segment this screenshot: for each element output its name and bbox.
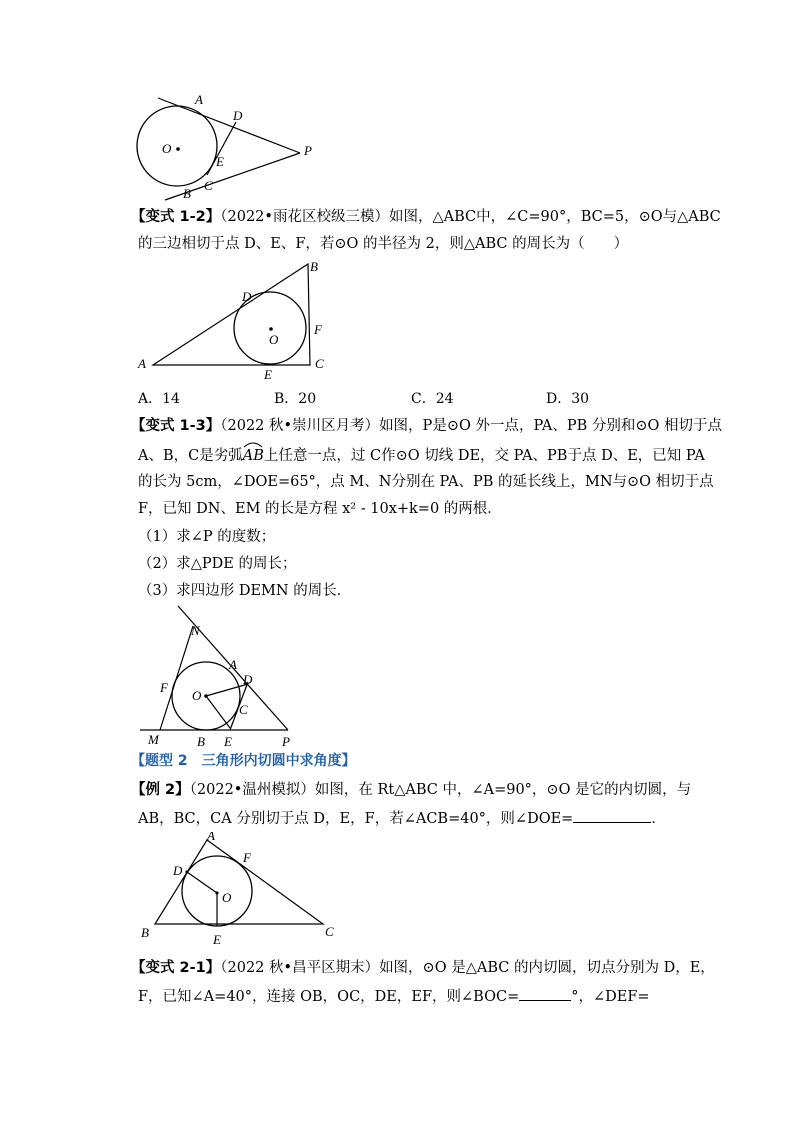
v21-source: （2022 秋•昌平区期末） [220,960,380,976]
arc-icon [243,440,263,448]
fig4-label-a: A [207,832,215,843]
v13-source: （2022 秋•崇川区月考） [220,418,380,434]
v13-tag: 【变式 1-3】 [131,418,221,434]
fig1-label-a: A [195,92,203,107]
fig3-line-od [206,684,248,696]
type2-heading: 【题型 2 三角形内切圆中求角度】 [131,753,356,769]
v13-line-1 [131,416,722,436]
fig3-label-o: O [192,688,202,703]
fig2-label-a: A [138,356,146,371]
fig1-label-p: P [304,143,312,158]
fig4-label-d: D [173,863,183,878]
figure-3-quadrilateral [138,604,308,752]
v13-line-2 [138,446,705,466]
ex2-text-2-end: ． [651,811,666,827]
fig2-label-e: E [264,367,272,382]
fig4-radii-od-oe [187,872,217,926]
fig3-label-m: M [148,732,159,747]
fig1-label-o: O [162,141,172,156]
ex2-tag: 【例 2】 [131,782,190,798]
ex2-line-2 [138,808,666,829]
fig1-center-dot [176,147,180,151]
v21-text-2: F，已知∠A=40°，连接 OB，OC，DE，EF，则∠BOC= [138,989,520,1005]
fig2-label-b: B [310,259,318,274]
v13-text-2b: 上任意一点，过 C作⊙O 切线 DE，交 PA、PB于点 D、E，已知 PA [263,448,705,464]
ex2-text-2: AB，BC，CA 分别切于点 D，E，F，若∠ACB=40°，则∠DOE= [138,811,574,827]
v12-option-c: C．24 [411,391,454,407]
v13-line-3: 的长为 5cm，∠DOE=65°，点 M、N分别在 PA、PB 的延长线上，MN与⊙O 相切于点 [138,474,714,490]
fig4-label-b: B [141,925,149,940]
ex2-text-1: 如图，在 Rt△ABC 中，∠A=90°，⊙O 是它的内切圆，与 [314,782,692,798]
fig3-label-c: C [239,702,248,717]
fig3-label-n: N [191,623,200,638]
v12-line-2: 的三边相切于点 D、E、F，若⊙O 的半径为 2，则△ABC 的周长为（ ） [138,236,629,252]
v12-text-1: 如图，△ABC中，∠C=90°，BC=5，⊙O与△ABC [388,209,721,225]
fig4-point-d [185,870,188,873]
v12-tag: 【变式 1-2】 [131,209,221,225]
fig1-label-c: C [204,178,213,193]
v21-text-2-mid: °，∠DEF= [571,989,650,1005]
v13-arc-ab [243,446,264,466]
v12-source: （2022•雨花区校级三模） [220,209,389,225]
fig4-label-c: C [325,924,334,939]
v13-text-2a: A、B，C是劣弧 [138,448,243,464]
v12-option-d: D．30 [546,391,590,407]
fig2-label-d: D [242,289,252,304]
fig3-label-f: F [160,680,168,695]
fig1-label-e: E [216,154,224,169]
fig3-label-d: D [243,672,253,687]
fig1-circle [137,106,217,186]
fig3-label-b: B [197,734,205,749]
v13-text-1: 如图，P是⊙O 外一点，PA、PB 分别和⊙O 相切于点 [379,418,723,434]
fig4-center-dot [215,891,218,894]
v13-question-3: （3）求四边形 DEMN 的周长． [138,583,352,599]
fig4-label-o: O [222,890,232,905]
figure-1-tangent-circle [130,90,330,205]
figure-2-right-triangle [132,256,332,384]
ex2-line-1 [131,780,691,800]
ex2-source: （2022•温州模拟） [189,782,315,798]
fig2-triangle [153,264,310,365]
fig1-tangent-pa [158,98,300,153]
fig3-label-e: E [224,734,232,749]
fig2-label-f: F [314,322,322,337]
v13-line-4: F，已知 DN、EM 的长是方程 x² - 10x+k=0 的两根． [138,501,502,517]
v21-line-1 [131,958,715,978]
v12-option-a: A．14 [138,391,180,407]
fig3-center-dot [204,694,208,698]
v13-question-1: （1）求∠P 的度数； [138,529,276,545]
fig4-label-e: E [213,932,221,947]
fig3-label-a: A [229,657,237,672]
v13-question-2: （2）求△PDE 的周长； [138,556,297,572]
v21-line-2 [138,986,650,1007]
v12-line-1 [131,207,721,227]
fig4-triangle [155,840,323,924]
v21-answer-blank-1[interactable] [519,986,571,1001]
figure-4-incircle [136,832,346,950]
v12-option-b: B．20 [274,391,317,407]
fig2-label-c: C [315,356,324,371]
fig3-line-oe [206,696,230,728]
ex2-answer-blank[interactable] [573,808,651,823]
fig1-label-b: B [183,186,191,201]
fig4-label-f: F [243,850,251,865]
fig1-label-d: D [233,108,243,123]
fig3-label-p: P [282,734,290,749]
v21-text-1: 如图，⊙O 是△ABC 的内切圆，切点分别为 D，E， [379,960,715,976]
v13-arc-text: AB [242,448,264,464]
fig2-center-dot [269,327,273,331]
v21-tag: 【变式 2-1】 [131,960,221,976]
fig2-label-o: O [269,332,279,347]
